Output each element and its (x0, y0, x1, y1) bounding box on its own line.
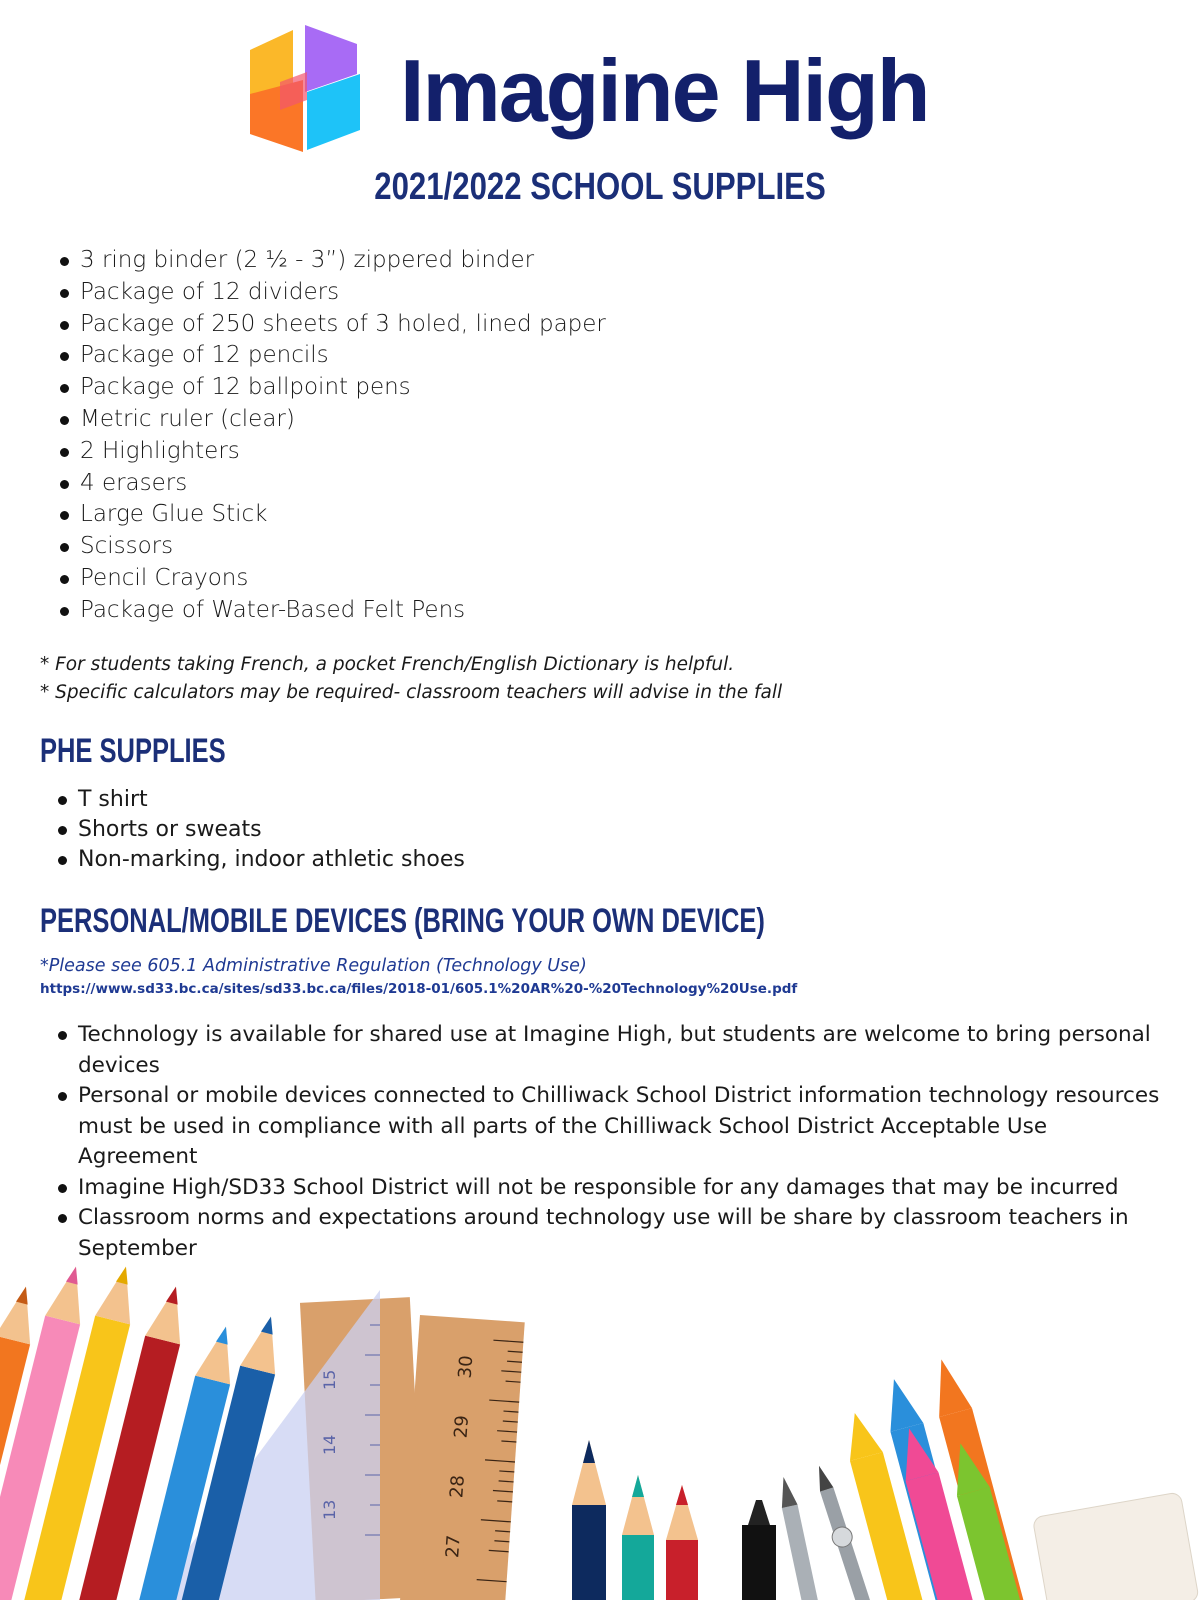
eraser-icon (1032, 1492, 1199, 1600)
list-item: Package of 250 sheets of 3 holed, lined paper (40, 309, 606, 341)
imagine-high-logo-icon (245, 22, 370, 157)
note-french: * For students taking French, a pocket French/English Dictionary is helpful. (40, 654, 735, 675)
pencil-icon (666, 1485, 698, 1600)
list-item: Pencil Crayons (40, 563, 606, 595)
note-calculators: * Specific calculators may be required- classroom teachers will advise in the fall (40, 682, 783, 703)
list-item: Package of 12 ballpoint pens (40, 372, 606, 404)
list-item: Large Glue Stick (40, 499, 606, 531)
supplies-notes (40, 651, 782, 707)
mechanical-pencil-icon (776, 1475, 819, 1600)
phe-list (38, 785, 465, 875)
list-item: Non-marking, indoor athletic shoes (38, 845, 465, 875)
marker-icon (742, 1500, 776, 1600)
list-item: Scissors (40, 531, 606, 563)
supplies-list (40, 245, 606, 627)
triangle-label: 15 (320, 1369, 339, 1390)
triangle-label: 14 (320, 1434, 339, 1455)
ruler-label: 29 (450, 1414, 474, 1439)
page-title: 2021/2022 SCHOOL SUPPLIES (374, 166, 826, 208)
header-logo (0, 22, 1200, 157)
phe-heading: PHE SUPPLIES (40, 732, 226, 770)
list-item: Personal or mobile devices connected to Chilliwack School District information technology resources must be used in compliance with all parts of the Chilliwack School District Acceptable Use Agreement (38, 1081, 1168, 1173)
regulation-note: *Please see 605.1 Administrative Regulation (Technology Use) (40, 956, 587, 976)
list-item: Classroom norms and expectations around technology use will be share by classroom teachers in September (38, 1203, 1168, 1264)
list-item: 4 erasers (40, 468, 606, 500)
ruler-label: 28 (446, 1474, 469, 1499)
ruler-label: 27 (442, 1534, 465, 1559)
list-item: T shirt (38, 785, 465, 815)
logo-text: Imagine High (400, 41, 929, 140)
list-item: 3 ring binder (2 ½ - 3”) zippered binder (40, 245, 606, 277)
triangle-label: 13 (320, 1499, 339, 1520)
list-item: Package of Water-Based Felt Pens (40, 595, 606, 627)
list-item: Technology is available for shared use at Imagine High, but students are welcome to bring personal devices (38, 1020, 1168, 1081)
list-item: Metric ruler (clear) (40, 404, 606, 436)
list-item: 2 Highlighters (40, 436, 606, 468)
ruler-label: 30 (454, 1354, 478, 1380)
list-item: Shorts or sweats (38, 815, 465, 845)
list-item: Package of 12 dividers (40, 277, 606, 309)
list-item: Package of 12 pencils (40, 340, 606, 372)
school-supplies-illustration (0, 1215, 1200, 1600)
devices-heading: PERSONAL/MOBILE DEVICES (BRING YOUR OWN DEVICE) (40, 902, 765, 940)
pencil-icon (622, 1475, 654, 1600)
pencil-icon (572, 1440, 606, 1600)
list-item: Imagine High/SD33 School District will not be responsible for any damages that may be incurred (38, 1173, 1168, 1204)
regulation-link[interactable]: https://www.sd33.bc.ca/sites/sd33.bc.ca/files/2018-01/605.1%20AR%20-%20Technology%20Use.pdf (40, 981, 798, 997)
